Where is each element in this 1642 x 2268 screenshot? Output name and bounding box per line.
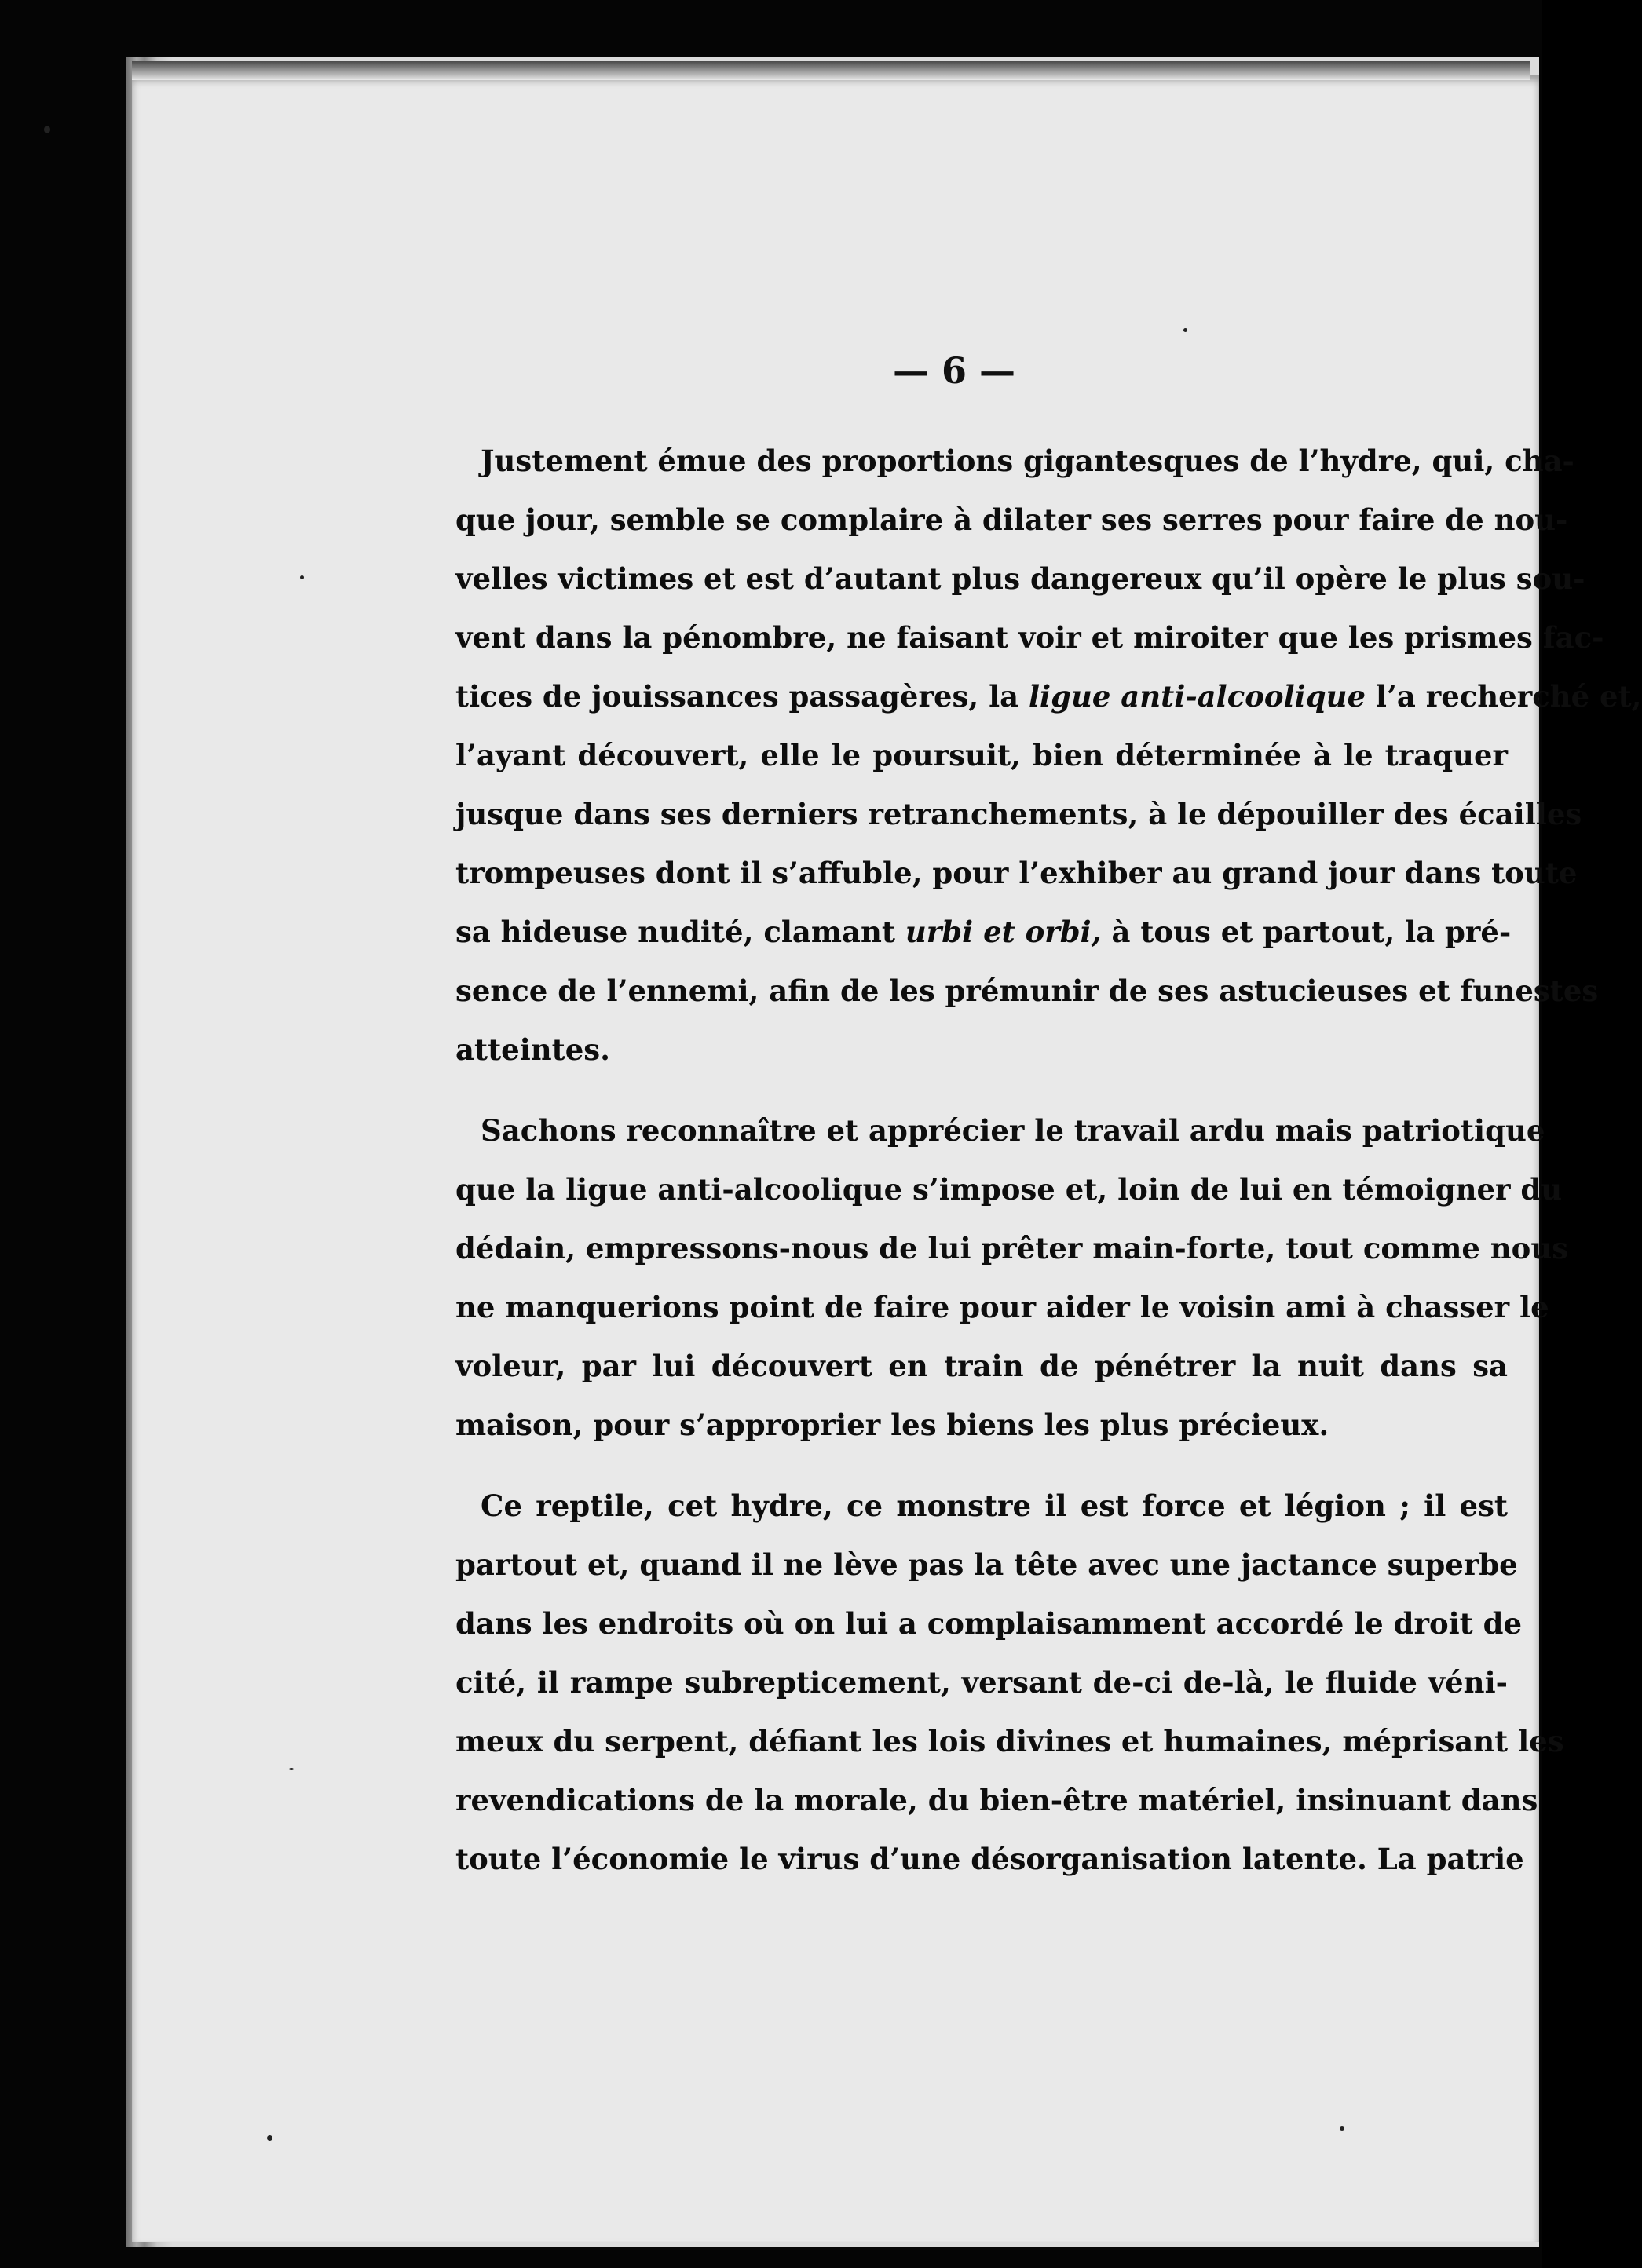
italic-phrase: urbi et orbi, [905,915,1102,949]
body-text [455,432,1642,1911]
text-line: dans les endroits où on lui a complaisamment accordé le droit de [455,1606,1523,1641]
text-line: meux du serpent, défiant les lois divines et humaines, méprisant les [455,1724,1564,1759]
scan-speck [289,1768,294,1770]
scan-speck [267,2135,272,2141]
text-line: l’ayant découvert, elle le poursuit, bien déterminée à le traquer [455,738,1508,772]
text-line: revendications de la morale, du bien-être matériel, insinuant dans [455,1783,1538,1817]
text-line: jusque dans ses derniers retranchements, à le dépouiller des écailles [455,797,1582,831]
text-line: trompeuses dont il s’affuble, pour l’exhiber au grand jour dans toute [455,856,1578,890]
paragraph-1 [455,432,1642,1079]
text-line: maison, pour s’approprier les biens les plus précieux. [455,1408,1329,1442]
text-line: vent dans la pénombre, ne faisant voir et miroiter que les prismes fac- [455,620,1604,655]
text-line: Justement émue des proportions gigantesques de l’hydre, qui, cha- [481,444,1574,478]
text-line: dédain, empressons-nous de lui prêter main-forte, tout comme nous [455,1231,1569,1265]
text-line: Sachons reconnaître et apprécier le travail ardu mais patriotique [481,1113,1545,1148]
text-line: sence de l’ennemi, afin de les prémunir de ses astucieuses et funestes [455,973,1599,1008]
text-line: partout et, quand il ne lève pas la tête avec une jactance superbe [455,1547,1518,1582]
text-line: toute l’économie le virus d’une désorganisation latente. La patrie [455,1842,1524,1876]
text-fragment: à tous et partout, la pré- [1101,915,1512,949]
text-line: velles victimes et est d’autant plus dangereux qu’il opère le plus sou- [455,561,1585,596]
text-line: Ce reptile, cet hydre, ce monstre il est force et légion ; il est [481,1488,1508,1523]
text-fragment: sa hideuse nudité, clamant [455,915,905,949]
scan-speck [1183,328,1187,332]
text-line [455,903,1512,962]
text-line: ne manquerions point de faire pour aider le voisin ami à chasser le [455,1290,1549,1324]
text-line: voleur, par lui découvert en train de pénétrer la nuit dans sa [455,1349,1508,1383]
scan-speck [1340,2126,1344,2131]
text-line [455,667,1642,726]
text-line: que jour, semble se complaire à dilater ses serres pour faire de nou- [455,502,1568,537]
paragraph-3 [455,1477,1564,1889]
text-line: atteintes. [455,1032,610,1067]
italic-phrase: ligue anti-alcoolique [1029,679,1366,714]
text-fragment: tices de jouissances passagères, la [455,679,1029,714]
scan-speck [44,126,50,133]
paragraph-2 [455,1101,1569,1455]
scan-speck [300,575,304,579]
text-line: que la ligue anti-alcoolique s’impose et, loin de lui en témoigner du [455,1172,1563,1207]
page-top-edge [132,61,1530,80]
text-line: cité, il rampe subrepticement, versant de-ci de-là, le fluide véni- [455,1665,1508,1700]
page-number: — 6 — [892,349,1016,392]
text-fragment: l’a recherché et, [1366,679,1642,714]
